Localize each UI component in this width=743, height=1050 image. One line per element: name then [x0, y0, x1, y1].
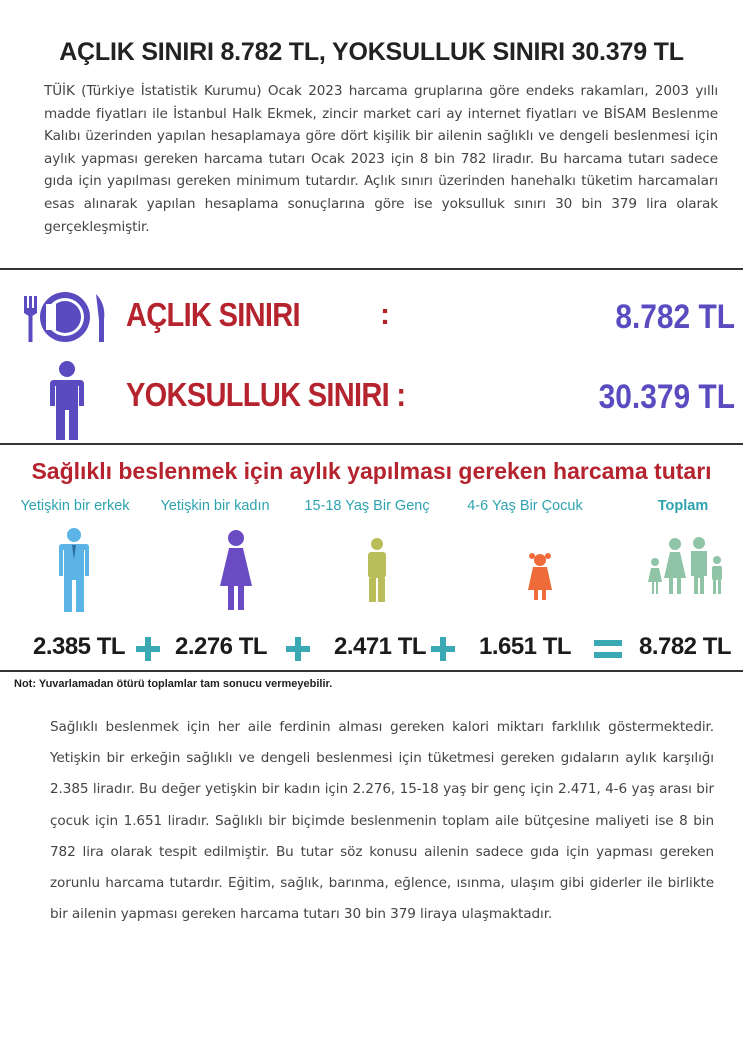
teen-label: 15-18 Yaş Bir Genç [304, 498, 430, 514]
plus-icon [136, 637, 160, 661]
poverty-line-label: YOKSULLUK SINIRI : [126, 376, 406, 413]
divider-top [0, 268, 743, 270]
total-label: Toplam [657, 498, 709, 514]
hunger-line-label: AÇLIK SINIRI [126, 296, 300, 333]
child-icon [526, 552, 554, 602]
divider-bottom [0, 670, 743, 672]
poverty-line-value: 30.379 TL [598, 378, 735, 416]
equals-icon [594, 639, 622, 659]
total-amount: 8.782 TL [638, 633, 732, 660]
teen-icon [366, 538, 388, 604]
man-icon [58, 528, 90, 614]
body-paragraph: Sağlıklı beslenmek için her aile ferdinin alması gereken kalori miktarı farklılık göstermektedir. Yetişkin bir erkeğin sağlıklı ve dengeli beslenmesi için tüketmesi gereken gıdaların aylık karşılığı 2.385 liradır. Bu değer yetişkin bir kadın için 2.276, 15-18 yaş bir genç için 2.471, 4-6 yaş arası bir çocuk için 1.651 liradır. Sağlıklı bir biçimde beslenmenin toplam aile bütçesine maliyeti ise 8 bin 782 lira olarak tespit edilmiştir. Bu tutar söz konusu ailenin sadece gıda için yapması gereken zorunlu harcama tutardır. Eğitim, sağlık, barınma, eğlence, ısınma, ulaşım gibi giderler ile birlikte bir ailenin yapması gereken harcama tutarı 30 bin 379 liraya ulaşmaktadır. [50, 719, 714, 923]
child-label: 4-6 Yaş Bir Çocuk [467, 498, 583, 514]
man-amount: 2.385 TL [32, 633, 126, 660]
teen-amount: 2.471 TL [333, 633, 427, 660]
person-icon [48, 360, 86, 442]
plus-icon [286, 637, 310, 661]
woman-amount: 2.276 TL [174, 633, 268, 660]
fork-plate-knife-icon [20, 290, 110, 344]
family-icon [645, 536, 727, 596]
child-amount: 1.651 TL [478, 633, 572, 660]
woman-icon [218, 530, 254, 612]
breakdown-heading: Sağlıklı beslenmek için aylık yapılması gereken harcama tutarı [31, 458, 712, 484]
rounding-note: Not: Yuvarlamadan ötürü toplamlar tam sonucu vermeyebilir. [14, 678, 333, 690]
hunger-line-colon: : [380, 298, 390, 331]
intro-paragraph: TÜİK (Türkiye İstatistik Kurumu) Ocak 2023 harcama gruplarına göre endeks rakamları, 2003 yıllı madde fiyatları ile İstanbul Halk Ekmek, zincir market cari ay internet fiyatları ve BİSAM Beslenme Kalıbı üzerinden yapılan hesaplamaya göre dört kişilik bir ailenin sağlıklı ve dengeli beslenmesi için aylık yapması gereken harcama tutarı Ocak 2023 için 8 bin 782 liradır. Bu harcama tutarı sadece gıda için yapılması gereken minimum tutardır. Açlık sınırı üzerinden hanehalkı tüketim harcamaları esas alınarak yapılan hesaplama sonuçlarına göre ise yoksulluk sınırı 30 bin 379 lira olarak gerçekleşmiştir. [44, 83, 718, 235]
divider-middle [0, 443, 743, 445]
page-title: AÇLIK SINIRI 8.782 TL, YOKSULLUK SINIRI 30.379 TL [59, 38, 684, 66]
woman-label: Yetişkin bir kadın [160, 498, 270, 514]
man-label: Yetişkin bir erkek [20, 498, 130, 514]
hunger-line-value: 8.782 TL [615, 298, 735, 336]
plus-icon [431, 637, 455, 661]
